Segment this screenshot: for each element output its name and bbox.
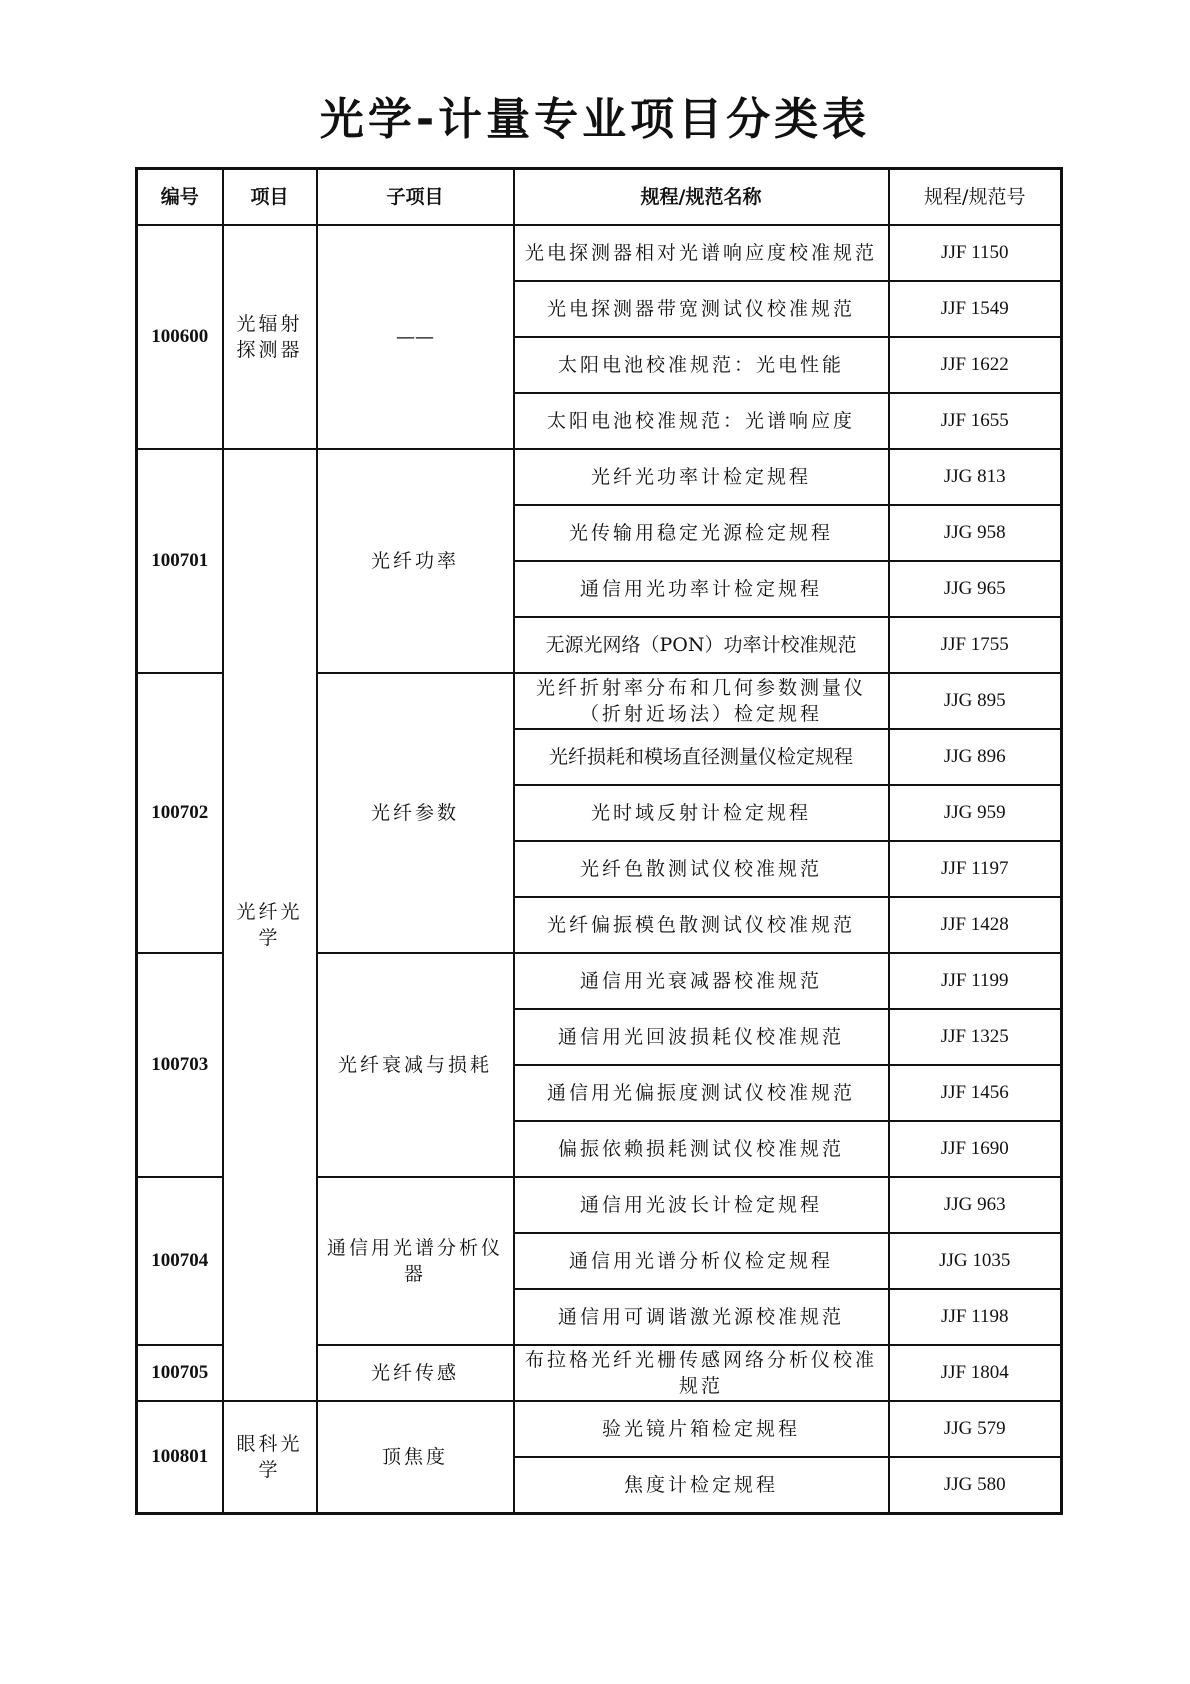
group-subitem: 光纤衰减与损耗 bbox=[317, 953, 514, 1177]
spec-number: JJF 1549 bbox=[889, 281, 1062, 337]
spec-name: 焦度计检定规程 bbox=[514, 1457, 889, 1513]
spec-name: 通信用光波长计检定规程 bbox=[514, 1177, 889, 1233]
spec-name: 无源光网络（PON）功率计校准规范 bbox=[514, 617, 889, 673]
spec-name: 布拉格光纤光栅传感网络分析仪校准规范 bbox=[514, 1345, 889, 1401]
header-row bbox=[137, 169, 1062, 226]
spec-number: JJG 580 bbox=[889, 1457, 1062, 1513]
spec-name: 光纤偏振模色散测试仪校准规范 bbox=[514, 897, 889, 953]
group-item: 光辐射探测器 bbox=[223, 225, 317, 449]
group-subitem: 顶焦度 bbox=[317, 1401, 514, 1513]
header-code: 编号 bbox=[137, 169, 223, 226]
spec-number: JJF 1655 bbox=[889, 393, 1062, 449]
spec-number: JJF 1456 bbox=[889, 1065, 1062, 1121]
group-code: 100600 bbox=[137, 225, 223, 449]
spec-name: 通信用可调谐激光源校准规范 bbox=[514, 1289, 889, 1345]
spec-number: JJG 895 bbox=[889, 673, 1062, 729]
spec-number: JJF 1325 bbox=[889, 1009, 1062, 1065]
table-body bbox=[137, 225, 1062, 1513]
header-subitem: 子项目 bbox=[317, 169, 514, 226]
spec-name: 光纤色散测试仪校准规范 bbox=[514, 841, 889, 897]
table-header bbox=[137, 169, 1062, 226]
group-subitem: 通信用光谱分析仪器 bbox=[317, 1177, 514, 1345]
spec-name: 通信用光衰减器校准规范 bbox=[514, 953, 889, 1009]
spec-number: JJF 1755 bbox=[889, 617, 1062, 673]
spec-number: JJG 963 bbox=[889, 1177, 1062, 1233]
spec-number: JJF 1150 bbox=[889, 225, 1062, 281]
spec-name: 偏振依赖损耗测试仪校准规范 bbox=[514, 1121, 889, 1177]
classification-table bbox=[135, 167, 1063, 1515]
spec-name: 光纤光功率计检定规程 bbox=[514, 449, 889, 505]
group-code: 100705 bbox=[137, 1345, 223, 1401]
group-subitem: —— bbox=[317, 225, 514, 449]
group-code: 100703 bbox=[137, 953, 223, 1177]
group-code: 100701 bbox=[137, 449, 223, 673]
spec-name: 通信用光回波损耗仪校准规范 bbox=[514, 1009, 889, 1065]
spec-name: 光电探测器相对光谱响应度校准规范 bbox=[514, 225, 889, 281]
spec-name: 通信用光偏振度测试仪校准规范 bbox=[514, 1065, 889, 1121]
header-spec-number: 规程/规范号 bbox=[889, 169, 1062, 226]
spec-number: JJG 1035 bbox=[889, 1233, 1062, 1289]
spec-number: JJF 1622 bbox=[889, 337, 1062, 393]
table-row bbox=[137, 449, 1062, 505]
spec-number: JJF 1197 bbox=[889, 841, 1062, 897]
spec-name: 太阳电池校准规范：光谱响应度 bbox=[514, 393, 889, 449]
spec-name: 光时域反射计检定规程 bbox=[514, 785, 889, 841]
page-title: 光学-计量专业项目分类表 bbox=[319, 94, 871, 145]
spec-number: JJF 1198 bbox=[889, 1289, 1062, 1345]
spec-name: 光传输用稳定光源检定规程 bbox=[514, 505, 889, 561]
spec-number: JJG 959 bbox=[889, 785, 1062, 841]
spec-number: JJG 958 bbox=[889, 505, 1062, 561]
spec-name: 通信用光功率计检定规程 bbox=[514, 561, 889, 617]
group-subitem: 光纤参数 bbox=[317, 673, 514, 953]
spec-number: JJF 1199 bbox=[889, 953, 1062, 1009]
spec-number: JJG 579 bbox=[889, 1401, 1062, 1457]
group-code: 100801 bbox=[137, 1401, 223, 1513]
spec-name: 验光镜片箱检定规程 bbox=[514, 1401, 889, 1457]
spec-name: 光电探测器带宽测试仪校准规范 bbox=[514, 281, 889, 337]
header-item: 项目 bbox=[223, 169, 317, 226]
spec-number: JJF 1690 bbox=[889, 1121, 1062, 1177]
header-spec-name: 规程/规范名称 bbox=[514, 169, 889, 226]
spec-number: JJF 1804 bbox=[889, 1345, 1062, 1401]
group-item: 光纤光学 bbox=[223, 449, 317, 1401]
table-row bbox=[137, 1401, 1062, 1457]
group-subitem: 光纤传感 bbox=[317, 1345, 514, 1401]
table-row bbox=[137, 225, 1062, 281]
spec-number: JJG 896 bbox=[889, 729, 1062, 785]
spec-name: 太阳电池校准规范：光电性能 bbox=[514, 337, 889, 393]
group-subitem: 光纤功率 bbox=[317, 449, 514, 673]
spec-number: JJG 813 bbox=[889, 449, 1062, 505]
group-code: 100702 bbox=[137, 673, 223, 953]
spec-number: JJG 965 bbox=[889, 561, 1062, 617]
spec-name: 光纤损耗和模场直径测量仪检定规程 bbox=[514, 729, 889, 785]
spec-number: JJF 1428 bbox=[889, 897, 1062, 953]
group-code: 100704 bbox=[137, 1177, 223, 1345]
spec-name: 光纤折射率分布和几何参数测量仪（折射近场法）检定规程 bbox=[514, 673, 889, 729]
spec-name: 通信用光谱分析仪检定规程 bbox=[514, 1233, 889, 1289]
group-item: 眼科光学 bbox=[223, 1401, 317, 1513]
